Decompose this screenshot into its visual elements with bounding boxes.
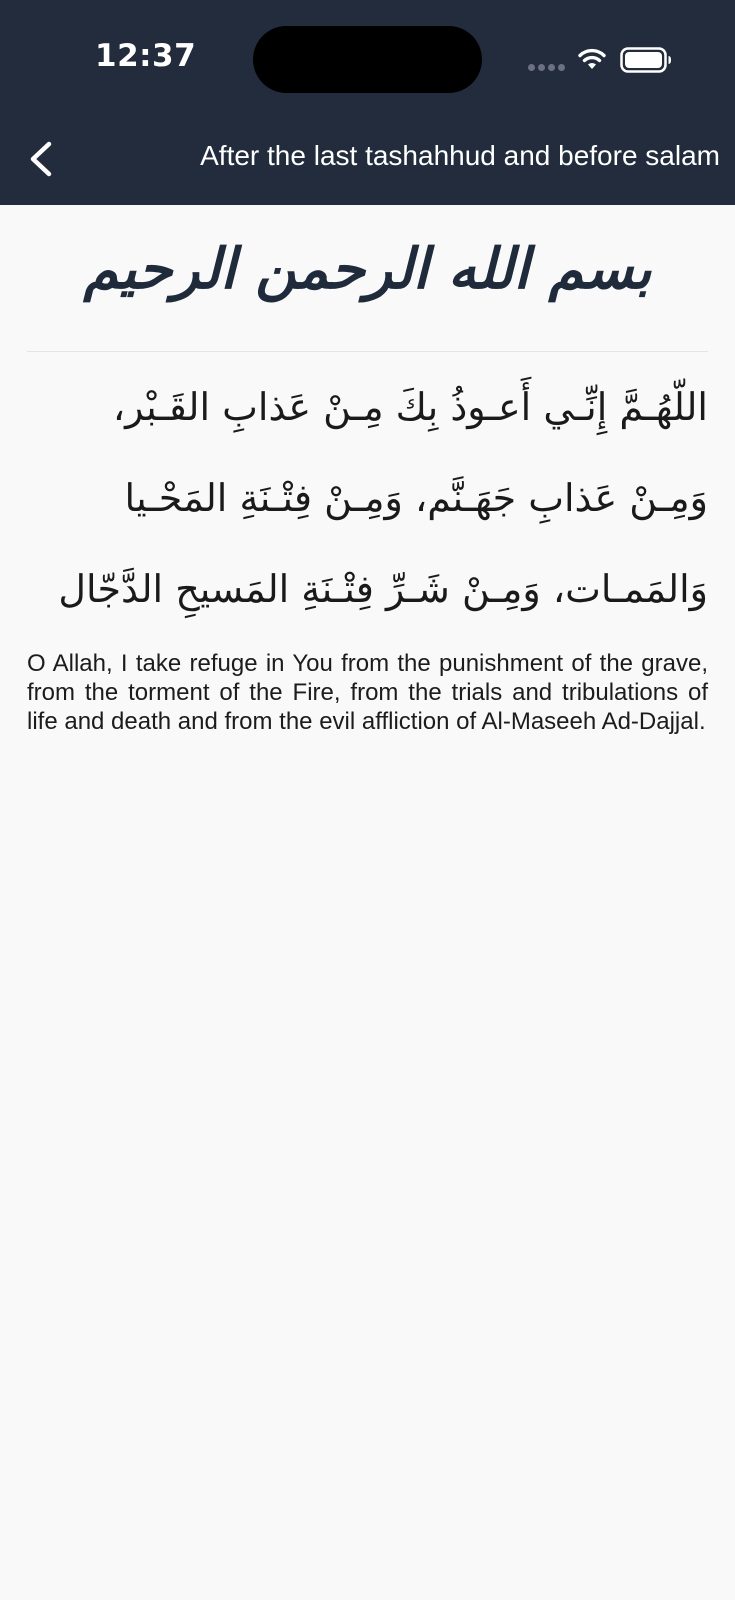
back-button[interactable] — [20, 134, 64, 184]
wifi-icon — [576, 47, 608, 71]
dua-arabic-text: اللّهُـمَّ إِنِّـي أَعـوذُ بِكَ مِـنْ عَذابِ القَـبْر، وَمِـنْ عَذابِ جَهَـنَّم، وَمِـنْ فِتْـنَةِ المَحْـيا وَالمَمـات، وَمِـنْ شَـرِّ فِتْـنَةِ المَسيحِ الدَّجّال — [58, 385, 708, 611]
dynamic-island — [253, 26, 482, 93]
cellular-signal-icon — [528, 64, 564, 72]
dua-translation-text: O Allah, I take refuge in You from the punishment of the grave, from the torment of the Fire, from the trials and tribulations of life and death and from the evil affliction of Al-Maseeh Ad-Dajjal. — [27, 650, 708, 735]
page-title: After the last tashahhud and before salam — [200, 140, 720, 171]
basmala-calligraphy: بسم الله الرحمن الرحيم — [83, 236, 652, 302]
status-time: 12:37 — [95, 38, 197, 74]
basmala-header — [0, 220, 735, 325]
divider — [27, 351, 708, 352]
app-header — [0, 0, 735, 205]
chevron-left-icon — [20, 134, 64, 184]
battery-icon — [620, 47, 672, 73]
